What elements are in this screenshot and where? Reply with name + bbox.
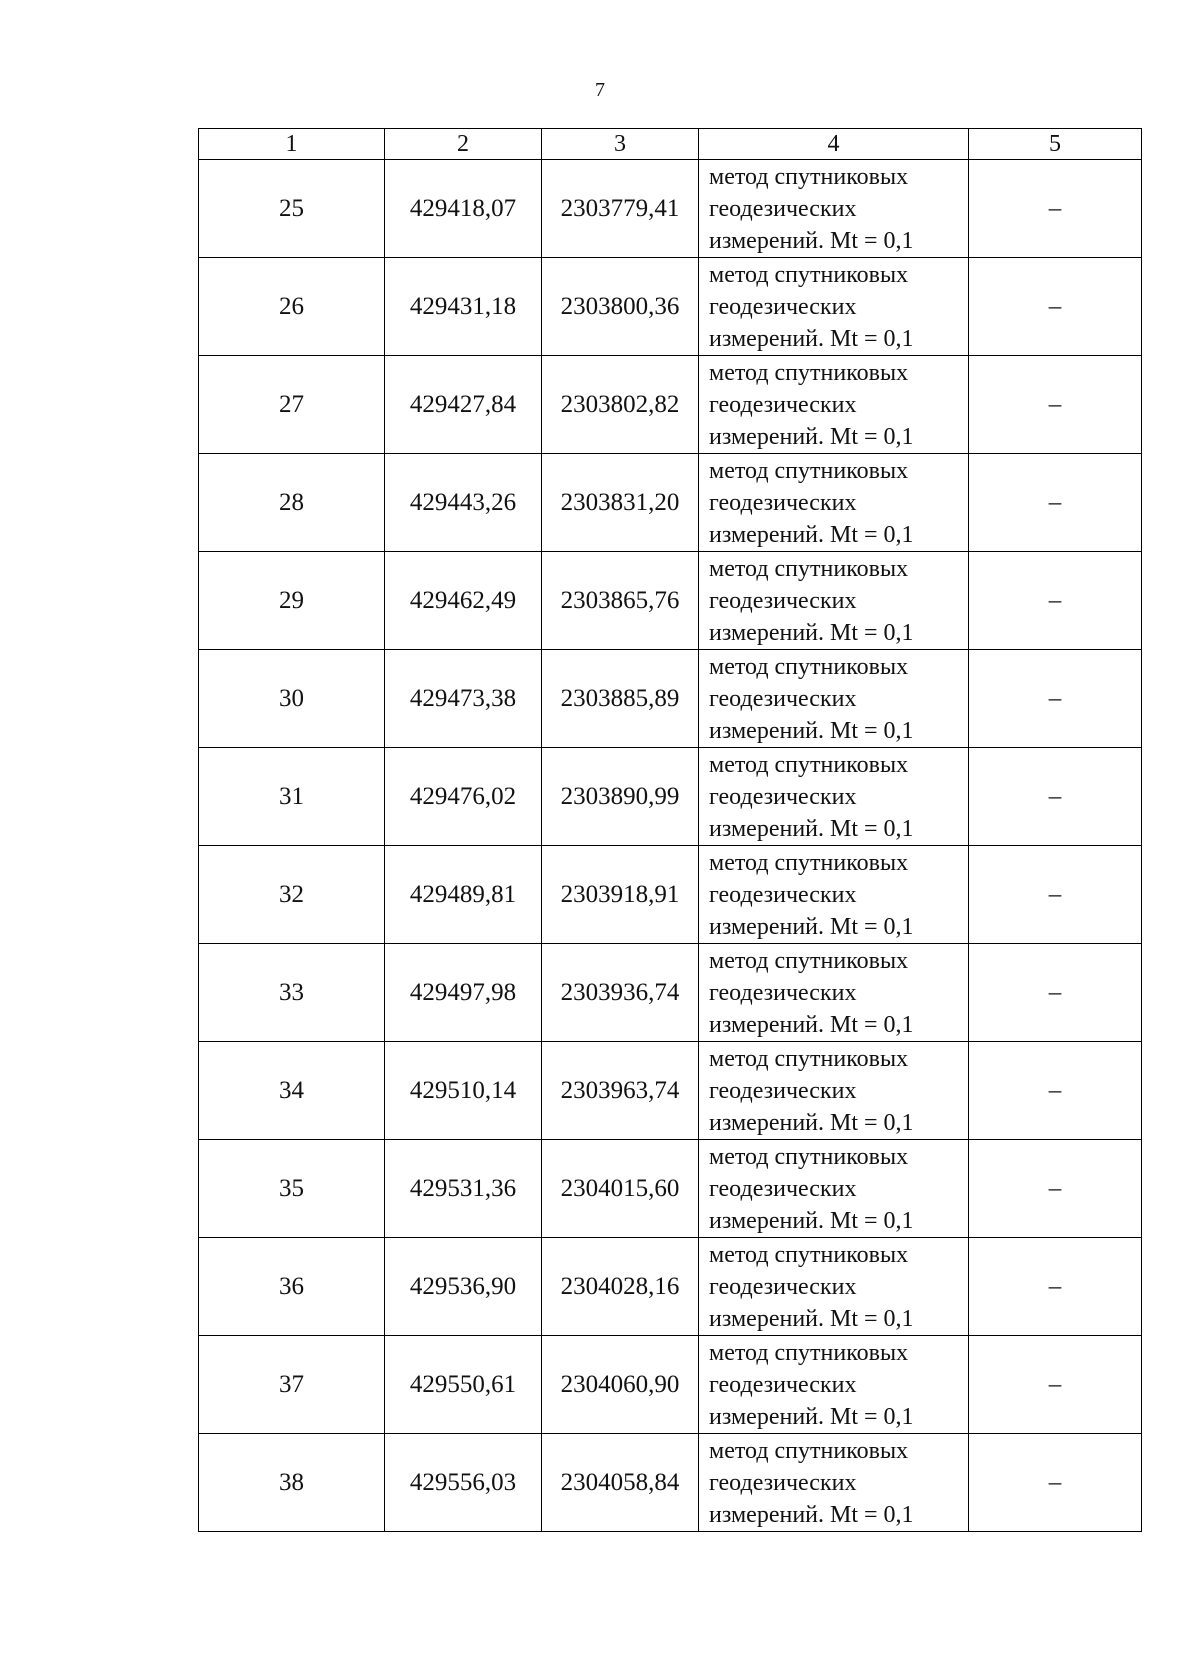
method-cell	[699, 944, 969, 1042]
table-row	[199, 356, 1142, 454]
y-coordinate-cell: 2303865,76	[542, 552, 699, 650]
note-cell: –	[969, 454, 1142, 552]
table-header-row	[199, 129, 1142, 160]
note-cell: –	[969, 944, 1142, 1042]
method-text-line: геодезических	[709, 293, 857, 320]
x-coordinate-cell: 429510,14	[385, 1042, 542, 1140]
y-coordinate-cell: 2304058,84	[542, 1434, 699, 1532]
method-text-line: метод спутниковых	[709, 1143, 909, 1170]
column-header-2: 2	[385, 129, 542, 160]
method-text-line: измерений. Mt = 0,1	[709, 1501, 914, 1528]
y-coordinate-cell: 2303890,99	[542, 748, 699, 846]
y-coordinate-cell: 2303779,41	[542, 160, 699, 258]
method-text-line: геодезических	[709, 195, 857, 222]
table-row	[199, 1042, 1142, 1140]
x-coordinate-cell: 429473,38	[385, 650, 542, 748]
y-coordinate-cell: 2303802,82	[542, 356, 699, 454]
column-header-3: 3	[542, 129, 699, 160]
method-cell	[699, 846, 969, 944]
table-body	[199, 160, 1142, 1532]
point-number-cell: 34	[199, 1042, 385, 1140]
method-text-line: метод спутниковых	[709, 947, 909, 974]
method-text-line: геодезических	[709, 587, 857, 614]
method-cell	[699, 1140, 969, 1238]
method-cell	[699, 552, 969, 650]
method-text-line: геодезических	[709, 489, 857, 516]
y-coordinate-cell: 2303963,74	[542, 1042, 699, 1140]
point-number-cell: 30	[199, 650, 385, 748]
method-text-line: метод спутниковых	[709, 457, 909, 484]
note-cell: –	[969, 650, 1142, 748]
point-number-cell: 33	[199, 944, 385, 1042]
table-row	[199, 650, 1142, 748]
method-text-line: метод спутниковых	[709, 261, 909, 288]
x-coordinate-cell: 429431,18	[385, 258, 542, 356]
table-row	[199, 1336, 1142, 1434]
y-coordinate-cell: 2304028,16	[542, 1238, 699, 1336]
point-number-cell: 27	[199, 356, 385, 454]
point-number-cell: 38	[199, 1434, 385, 1532]
method-text-line: метод спутниковых	[709, 1339, 909, 1366]
x-coordinate-cell: 429550,61	[385, 1336, 542, 1434]
note-cell: –	[969, 846, 1142, 944]
coordinates-table	[198, 128, 1142, 1532]
method-text-line: метод спутниковых	[709, 1045, 909, 1072]
method-text-line: измерений. Mt = 0,1	[709, 717, 914, 744]
y-coordinate-cell: 2303918,91	[542, 846, 699, 944]
method-text-line: геодезических	[709, 881, 857, 908]
method-text-line: геодезических	[709, 1175, 857, 1202]
method-text-line: геодезических	[709, 1273, 857, 1300]
method-text-line: геодезических	[709, 783, 857, 810]
method-cell	[699, 1336, 969, 1434]
note-cell: –	[969, 748, 1142, 846]
method-text-line: метод спутниковых	[709, 163, 909, 190]
method-text-line: геодезических	[709, 1371, 857, 1398]
table-row	[199, 944, 1142, 1042]
x-coordinate-cell: 429531,36	[385, 1140, 542, 1238]
method-text-line: метод спутниковых	[709, 555, 909, 582]
table-row	[199, 160, 1142, 258]
method-cell	[699, 650, 969, 748]
table-row	[199, 1434, 1142, 1532]
column-header-5: 5	[969, 129, 1142, 160]
method-cell	[699, 258, 969, 356]
point-number-cell: 28	[199, 454, 385, 552]
method-text-line: измерений. Mt = 0,1	[709, 325, 914, 352]
method-cell	[699, 454, 969, 552]
method-text-line: геодезических	[709, 979, 857, 1006]
point-number-cell: 36	[199, 1238, 385, 1336]
x-coordinate-cell: 429536,90	[385, 1238, 542, 1336]
method-text-line: измерений. Mt = 0,1	[709, 1109, 914, 1136]
point-number-cell: 37	[199, 1336, 385, 1434]
note-cell: –	[969, 1336, 1142, 1434]
table-row	[199, 552, 1142, 650]
note-cell: –	[969, 1238, 1142, 1336]
column-header-4: 4	[699, 129, 969, 160]
method-cell	[699, 160, 969, 258]
y-coordinate-cell: 2304015,60	[542, 1140, 699, 1238]
method-text-line: метод спутниковых	[709, 359, 909, 386]
method-cell	[699, 1238, 969, 1336]
page-number: 7	[595, 79, 605, 101]
point-number-cell: 32	[199, 846, 385, 944]
table-row	[199, 1238, 1142, 1336]
method-text-line: геодезических	[709, 685, 857, 712]
x-coordinate-cell: 429427,84	[385, 356, 542, 454]
point-number-cell: 26	[199, 258, 385, 356]
method-text-line: метод спутниковых	[709, 1437, 909, 1464]
point-number-cell: 29	[199, 552, 385, 650]
point-number-cell: 31	[199, 748, 385, 846]
method-text-line: геодезических	[709, 1469, 857, 1496]
note-cell: –	[969, 552, 1142, 650]
method-cell	[699, 1434, 969, 1532]
method-text-line: измерений. Mt = 0,1	[709, 913, 914, 940]
method-text-line: измерений. Mt = 0,1	[709, 1207, 914, 1234]
x-coordinate-cell: 429443,26	[385, 454, 542, 552]
point-number-cell: 35	[199, 1140, 385, 1238]
note-cell: –	[969, 356, 1142, 454]
x-coordinate-cell: 429462,49	[385, 552, 542, 650]
x-coordinate-cell: 429418,07	[385, 160, 542, 258]
method-text-line: измерений. Mt = 0,1	[709, 1305, 914, 1332]
x-coordinate-cell: 429556,03	[385, 1434, 542, 1532]
note-cell: –	[969, 1140, 1142, 1238]
method-cell	[699, 356, 969, 454]
x-coordinate-cell: 429497,98	[385, 944, 542, 1042]
y-coordinate-cell: 2303936,74	[542, 944, 699, 1042]
table-row	[199, 846, 1142, 944]
method-text-line: метод спутниковых	[709, 849, 909, 876]
table-row	[199, 748, 1142, 846]
note-cell: –	[969, 1042, 1142, 1140]
method-text-line: измерений. Mt = 0,1	[709, 1403, 914, 1430]
y-coordinate-cell: 2303831,20	[542, 454, 699, 552]
y-coordinate-cell: 2303800,36	[542, 258, 699, 356]
method-text-line: метод спутниковых	[709, 653, 909, 680]
method-text-line: измерений. Mt = 0,1	[709, 619, 914, 646]
table-row	[199, 1140, 1142, 1238]
note-cell: –	[969, 258, 1142, 356]
method-text-line: метод спутниковых	[709, 751, 909, 778]
method-cell	[699, 748, 969, 846]
method-text-line: измерений. Mt = 0,1	[709, 815, 914, 842]
y-coordinate-cell: 2304060,90	[542, 1336, 699, 1434]
table-row	[199, 258, 1142, 356]
y-coordinate-cell: 2303885,89	[542, 650, 699, 748]
method-text-line: геодезических	[709, 391, 857, 418]
x-coordinate-cell: 429489,81	[385, 846, 542, 944]
x-coordinate-cell: 429476,02	[385, 748, 542, 846]
column-header-1: 1	[199, 129, 385, 160]
method-text-line: измерений. Mt = 0,1	[709, 423, 914, 450]
point-number-cell: 25	[199, 160, 385, 258]
table-row	[199, 454, 1142, 552]
method-text-line: измерений. Mt = 0,1	[709, 227, 914, 254]
method-cell	[699, 1042, 969, 1140]
note-cell: –	[969, 1434, 1142, 1532]
method-text-line: измерений. Mt = 0,1	[709, 1011, 914, 1038]
method-text-line: метод спутниковых	[709, 1241, 909, 1268]
method-text-line: геодезических	[709, 1077, 857, 1104]
method-text-line: измерений. Mt = 0,1	[709, 521, 914, 548]
note-cell: –	[969, 160, 1142, 258]
